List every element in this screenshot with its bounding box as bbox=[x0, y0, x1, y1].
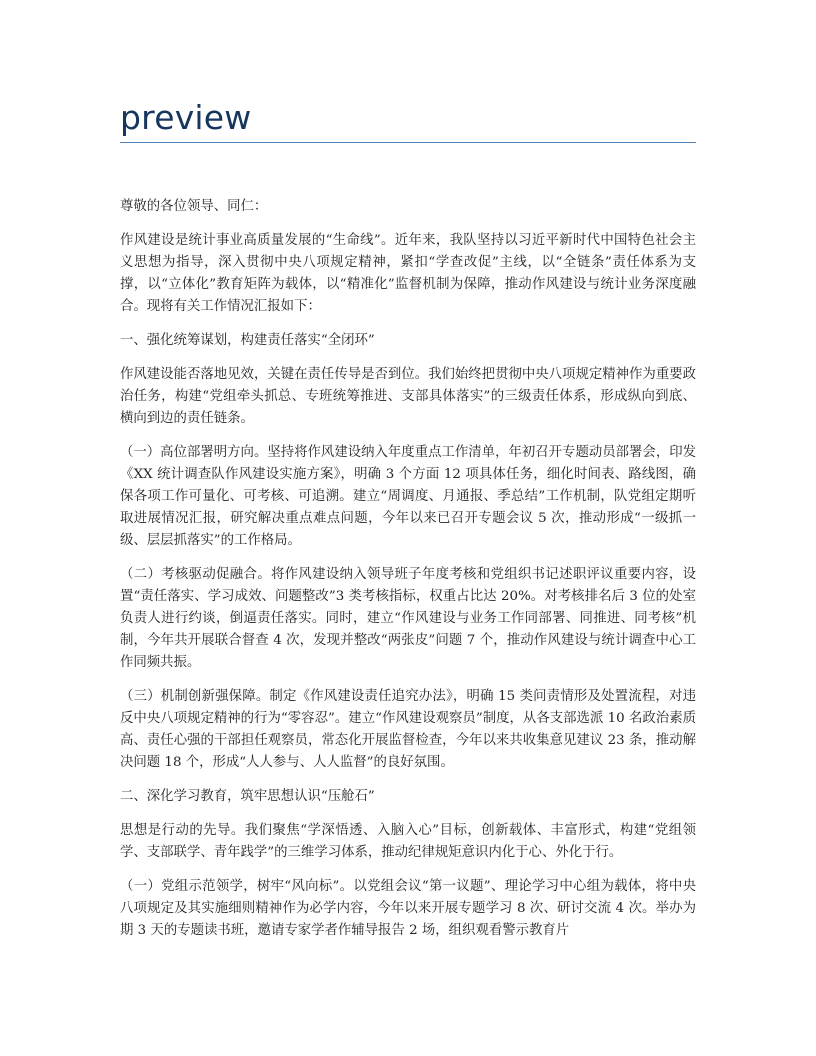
document-title: preview bbox=[120, 98, 252, 137]
body-paragraph: 作风建设能否落地见效，关键在责任传导是否到位。我们始终把贯彻中央八项规定精神作为重要政治任务，构建“党组牵头抓总、专班统筹推进、支部具体落实”的三级责任体系，形成纵向到底、横向到边的责任链条。 bbox=[120, 367, 696, 426]
intro-paragraph: 作风建设是统计事业高质量发展的“生命线”。近年来，我队坚持以习近平新时代中国特色社会主义思想为指导，深入贯彻中央八项规定精神，紧扣“学查改促”主线，以“全链条”责任体系为支撑，以“立体化”教育矩阵为载体，以“精准化”监督机制为保障，推动作风建设与统计业务深度融合。现将有关工作情况汇报如下： bbox=[120, 233, 696, 314]
salutation: 尊敬的各位领导、同仁： bbox=[120, 199, 268, 214]
title-divider bbox=[120, 142, 696, 143]
body-paragraph: 思想是行动的先导。我们聚焦“学深悟透、入脑入心”目标，创新载体、丰富形式，构建“党组领学、支部联学、青年践学”的三维学习体系，推动纪律规矩意识内化于心、外化于行。 bbox=[120, 823, 696, 860]
section-heading-2: 二、深化学习教育，筑牢思想认识“压舱石” bbox=[120, 789, 375, 804]
body-paragraph: （二）考核驱动促融合。将作风建设纳入领导班子年度考核和党组织书记述职评议重要内容，设置“责任落实、学习成效、问题整改”3 类考核指标，权重占比达 20%。对考核排名后 3 位的处室负责人进行约谈，倒逼责任落实。同时，建立“作风建设与业务工作同部署、同推进、同考核”机制，今年共开展联合督查 4 次，发现并整改“两张皮”问题 7 个，推动作风建设与统计调查中心工作同频共振。 bbox=[120, 567, 696, 670]
document-body bbox=[120, 196, 696, 942]
body-paragraph: （一）高位部署明方向。坚持将作风建设纳入年度重点工作清单，年初召开专题动员部署会，印发《XX 统计调查队作风建设实施方案》，明确 3 个方面 12 项具体任务，细化时间表、路线图，确保各项工作可量化、可考核、可追溯。建立“周调度、月通报、季总结”工作机制，队党组定期听取进展情况汇报，研究解决重点难点问题，今年以来已召开专题会议 5 次，推动形成“一级抓一级、层层抓落实”的工作格局。 bbox=[120, 445, 696, 548]
body-paragraph: （一）党组示范领学，树牢“风向标”。以党组会议“第一议题”、理论学习中心组为载体，将中央八项规定及其实施细则精神作为必学内容，今年以来开展专题学习 8 次、研讨交流 4 次。举办为期 3 天的专题读书班，邀请专家学者作辅导报告 2 场，组织观看警示教育片 bbox=[120, 879, 696, 938]
section-heading-1: 一、强化统筹谋划，构建责任落实“全闭环” bbox=[120, 333, 375, 348]
body-paragraph: （三）机制创新强保障。制定《作风建设责任追究办法》，明确 15 类问责情形及处置流程，对违反中央八项规定精神的行为“零容忍”。建立“作风建设观察员”制度，从各支部选派 10 名政治素质高、责任心强的干部担任观察员，常态化开展监督检查，今年以来共收集意见建议 23 条，推动解决问题 18 个，形成“人人参与、人人监督”的良好氛围。 bbox=[120, 689, 696, 770]
document-page bbox=[120, 0, 696, 954]
